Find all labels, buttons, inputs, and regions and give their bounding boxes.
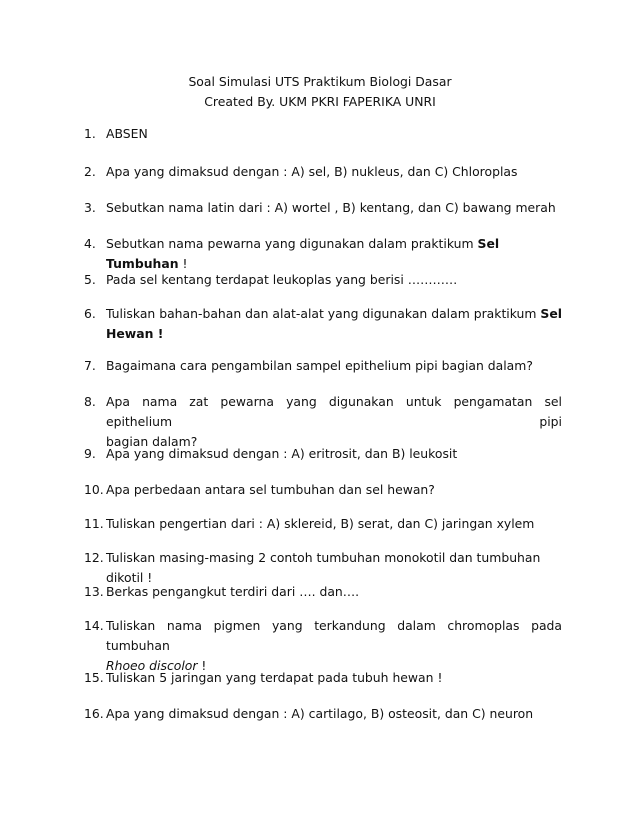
question-text-part: Tuliskan bahan-bahan dan alat-alat yang digunakan dalam praktikum: [106, 306, 541, 321]
question-text-line: Apa nama zat pewarna yang digunakan untuk pengamatan sel epithelium pipi: [106, 394, 562, 429]
question-item: [84, 444, 562, 464]
question-text: Sebutkan nama latin dari : A) wortel , B) kentang, dan C) bawang merah: [106, 200, 556, 215]
question-text: [84, 234, 562, 274]
question-text-line: Tuliskan nama pigmen yang terkandung dalam chromoplas pada tumbuhan: [106, 618, 562, 653]
question-text: Berkas pengangkut terdiri dari …. dan….: [106, 584, 360, 599]
question-item: [84, 356, 562, 376]
question-number: 11.: [84, 516, 104, 531]
question-text: ABSEN: [106, 126, 148, 141]
question-text-bold: Hewan !: [106, 326, 164, 341]
question-number: 14.: [84, 618, 104, 633]
question-item: [84, 234, 562, 274]
question-item: [84, 124, 562, 144]
question-text: Apa yang dimaksud dengan : A) cartilago, B) osteosit, dan C) neuron: [106, 706, 534, 721]
question-item: [84, 270, 562, 290]
question-text-bold: Sel Tumbuhan: [106, 236, 500, 271]
question-item: [84, 668, 562, 688]
document-header: [150, 72, 490, 112]
question-text-italic: Rhoeo discolor: [106, 658, 198, 673]
question-text: Tuliskan 5 jaringan yang terdapat pada tubuh hewan !: [106, 670, 443, 685]
document-subtitle: Created By. UKM PKRI FAPERIKA UNRI: [204, 94, 436, 109]
question-number: 12.: [84, 550, 104, 565]
question-item: [84, 480, 562, 500]
question-text: Tuliskan pengertian dari : A) sklereid, B) serat, dan C) jaringan xylem: [106, 516, 535, 531]
question-text-bold: Sel: [540, 306, 562, 321]
question-text-line: bagian dalam?: [106, 434, 198, 449]
question-text-part: !: [197, 658, 207, 673]
question-number: 9.: [84, 446, 96, 461]
question-item: [84, 704, 562, 724]
question-item: [84, 198, 562, 218]
question-item: [84, 162, 562, 182]
document-title: Soal Simulasi UTS Praktikum Biologi Dasar: [188, 74, 452, 89]
question-text: Pada sel kentang terdapat leukoplas yang berisi …………: [106, 272, 458, 287]
question-item: [84, 514, 562, 534]
question-number: 4.: [84, 236, 96, 251]
question-number: 15.: [84, 670, 104, 685]
question-text: Apa yang dimaksud dengan : A) eritrosit, dan B) leukosit: [106, 446, 458, 461]
question-item: [84, 616, 562, 676]
question-text: Apa yang dimaksud dengan : A) sel, B) nukleus, dan C) Chloroplas: [106, 164, 518, 179]
question-text: Apa perbedaan antara sel tumbuhan dan sel hewan?: [106, 482, 435, 497]
question-item: [84, 304, 562, 344]
question-text-part: Sebutkan nama pewarna yang digunakan dalam praktikum: [106, 236, 478, 251]
question-number: 1.: [84, 126, 96, 141]
question-number: 10.: [84, 482, 104, 497]
question-text: Tuliskan masing-masing 2 contoh tumbuhan monokotil dan tumbuhan dikotil !: [106, 550, 541, 585]
question-text: Bagaimana cara pengambilan sampel epithelium pipi bagian dalam?: [106, 358, 533, 373]
question-number: 3.: [84, 200, 96, 215]
question-text-line: [84, 324, 562, 344]
question-number: 6.: [84, 306, 96, 321]
question-text-part: !: [178, 256, 188, 271]
question-number: 16.: [84, 706, 104, 721]
question-number: 2.: [84, 164, 96, 179]
question-number: 5.: [84, 272, 96, 287]
question-number: 13.: [84, 584, 104, 599]
question-item: [84, 392, 562, 452]
question-number: 7.: [84, 358, 96, 373]
question-number: 8.: [84, 394, 96, 409]
question-text-line: [84, 304, 562, 324]
question-item: [84, 582, 562, 602]
